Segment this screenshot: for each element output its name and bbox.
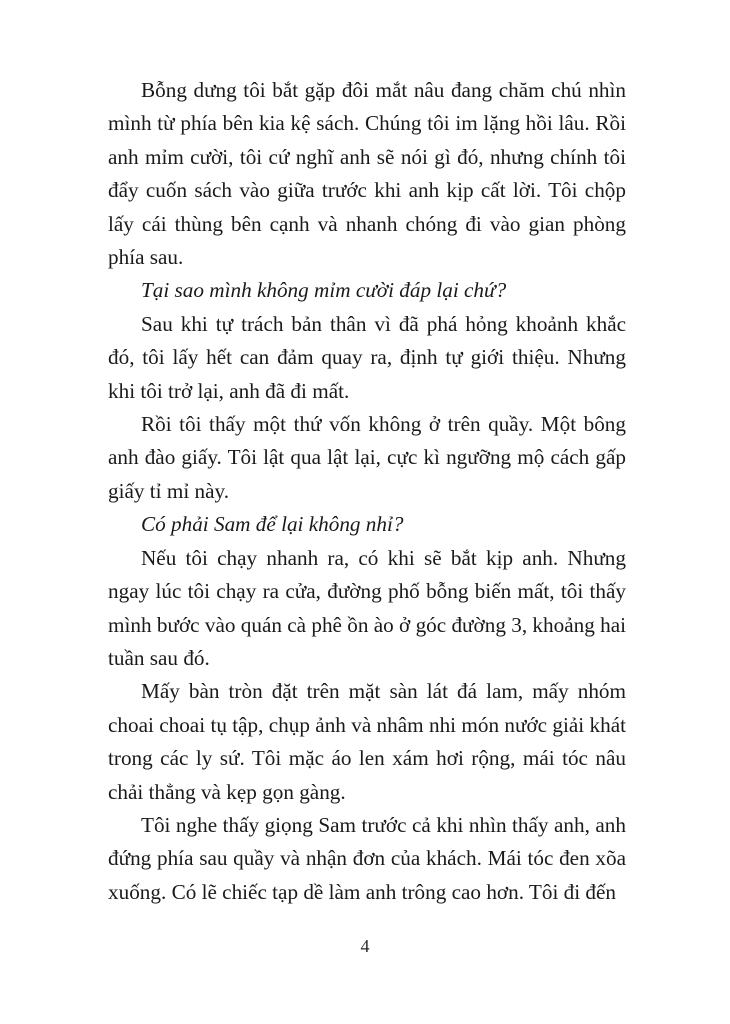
paragraph: Tôi nghe thấy giọng Sam trước cả khi nhìn thấy anh, anh đứng phía sau quầy và nhận đơn của khách. Mái tóc đen xõa xuống. Có lẽ chiếc tạp dề làm anh trông cao hơn. Tôi đi đến [108,812,626,904]
paragraph: Mấy bàn tròn đặt trên mặt sàn lát đá lam, mấy nhóm choai choai tụ tập, chụp ảnh và nhâm nhi món nước giải khát trong các ly sứ. Tôi mặc áo len xám hơi rộng, mái tóc nâu chải thẳng và kẹp gọn gàng. [108,679,626,804]
paragraph: Nếu tôi chạy nhanh ra, có khi sẽ bắt kịp anh. Nhưng ngay lúc tôi chạy ra cửa, đường phố bỗng biến mất, tôi thấy mình bước vào quán cà phê ồn ào ở góc đường 3, khoảng hai tuần sau đó. [108,545,626,670]
page-number: 4 [360,936,370,956]
paragraph: Sau khi tự trách bản thân vì đã phá hỏng khoảnh khắc đó, tôi lấy hết can đảm quay ra, định tự giới thiệu. Nhưng khi tôi trở lại, anh đã đi mất. [108,311,626,403]
page-text-block [108,74,626,909]
paragraph: Bỗng dưng tôi bắt gặp đôi mắt nâu đang chăm chú nhìn mình từ phía bên kia kệ sách. Chúng tôi im lặng hồi lâu. Rồi anh mỉm cười, tôi cứ nghĩ anh sẽ nói gì đó, nhưng chính tôi đẩy cuốn sách vào giữa trước khi anh kịp cất lời. Tôi chộp lấy cái thùng bên cạnh và nhanh chóng đi vào gian phòng phía sau. [108,78,626,270]
paragraph-italic-thought: Có phải Sam để lại không nhỉ? [141,512,404,537]
paragraph: Rồi tôi thấy một thứ vốn không ở trên quầy. Một bông anh đào giấy. Tôi lật qua lật lại, cực kì ngưỡng mộ cách gấp giấy tỉ mỉ này. [108,412,626,503]
paragraph-italic-thought: Tại sao mình không mỉm cười đáp lại chứ? [141,278,507,303]
